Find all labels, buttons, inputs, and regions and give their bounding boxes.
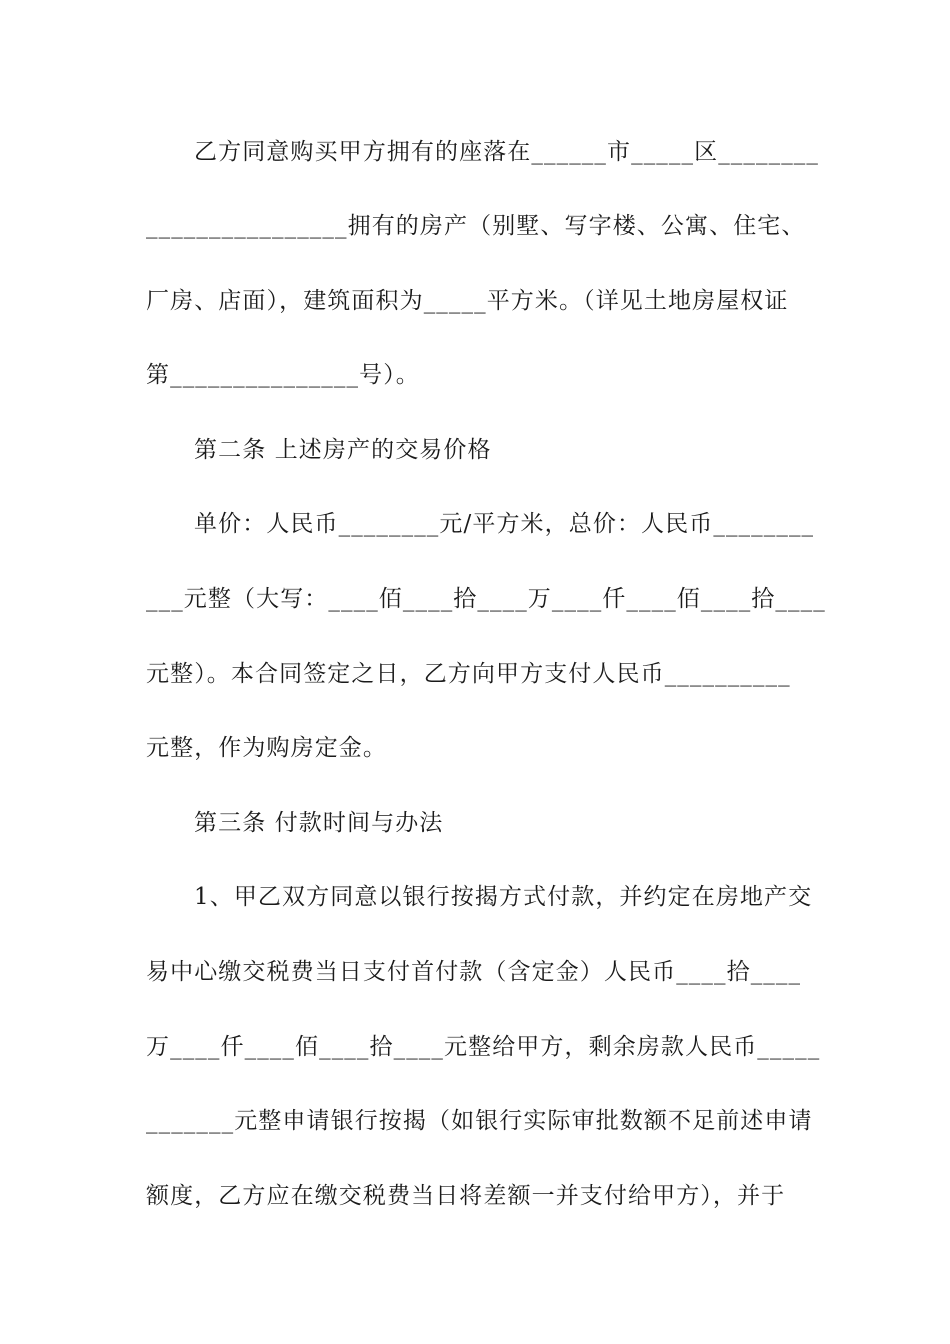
section-heading: 第三条 付款时间与办法: [194, 810, 444, 836]
paragraph-line: 1、甲乙双方同意以银行按揭方式付款，并约定在房地产交: [194, 884, 813, 910]
paragraph-line: _______元整申请银行按揭（如银行实际审批数额不足前述申请: [146, 1108, 813, 1134]
paragraph-line: 万____仟____佰____拾____元整给甲方，剩余房款人民币_____: [146, 1034, 821, 1060]
paragraph-line: 单价：人民币________元/平方米，总价：人民币________: [194, 511, 815, 537]
paragraph-line: ___元整（大写：____佰____拾____万____仟____佰____拾____: [146, 586, 826, 612]
paragraph-line: 易中心缴交税费当日支付首付款（含定金）人民币____拾____: [146, 959, 802, 985]
paragraph-line: 额度，乙方应在缴交税费当日将差额一并支付给甲方），并于: [146, 1183, 786, 1209]
paragraph-line: ________________拥有的房产（别墅、写字楼、公寓、住宅、: [146, 213, 806, 239]
section-heading: 第二条 上述房产的交易价格: [194, 437, 492, 463]
paragraph-line: 元整）。本合同签定之日，乙方向甲方支付人民币__________: [146, 661, 791, 687]
paragraph-line: 乙方同意购买甲方拥有的座落在______市_____区________: [194, 139, 819, 165]
paragraph-line: 第_______________号）。: [146, 362, 420, 388]
paragraph-line: 厂房、店面），建筑面积为_____平方米。（详见土地房屋权证: [146, 288, 789, 314]
paragraph-line: 元整，作为购房定金。: [146, 735, 387, 761]
